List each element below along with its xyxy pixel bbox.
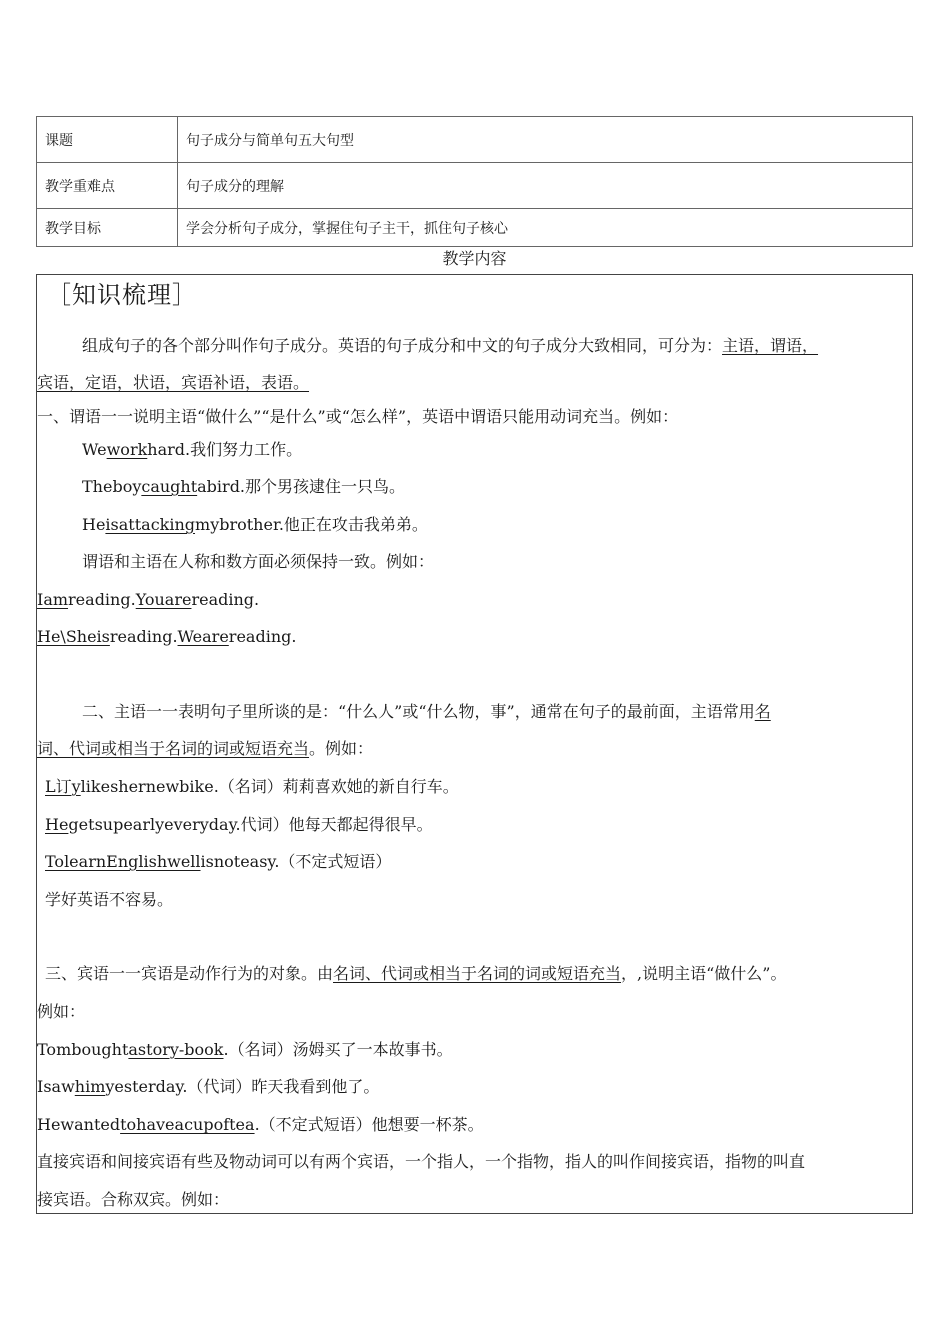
- subject-example-3: TolearnEnglishwellisnoteasy.（不定式短语）: [45, 852, 392, 871]
- info-row-key-points: [37, 163, 913, 209]
- goals-label: 教学目标: [37, 209, 178, 247]
- subject-line-1: 二、主语一一表明句子里所谈的是：“什么人”或“什么物，事”，通常在句子的最前面，主语常用名: [82, 702, 771, 721]
- topic-label: 课题: [37, 117, 178, 163]
- object-line-1: 三、宾语一一宾语是动作行为的对象。由名词、代词或相当于名词的词或短语充当，,说明主语“做什么”。: [45, 964, 787, 983]
- double-object-line-2: 接宾语。合称双宾。例如：: [37, 1190, 230, 1209]
- predicate-example-5: He\Sheisreading.Wearereading.: [37, 627, 297, 646]
- info-row-topic: [37, 117, 913, 163]
- object-example-1: Tomboughtastory-book.（名词）汤姆买了一本故事书。: [37, 1040, 453, 1059]
- key-points-value: 句子成分的理解: [178, 163, 913, 209]
- predicate-example-1: Weworkhard.我们努力工作。: [82, 440, 303, 459]
- predicate-example-3: Heisattackingmybrother.他正在攻击我弟弟。: [82, 515, 428, 534]
- double-object-line-1: 直接宾语和间接宾语有些及物动词可以有两个宾语，一个指人，一个指物，指人的叫作间接宾语，指物的叫直: [37, 1152, 806, 1171]
- intro-line-2: 宾语，定语，状语，宾语补语，表语。: [37, 373, 310, 392]
- teaching-content-box: [36, 274, 913, 1214]
- object-line-2: 例如：: [37, 1002, 86, 1021]
- predicate-agreement-note: 谓语和主语在人称和数方面必须保持一致。例如：: [82, 552, 435, 571]
- info-row-goals: [37, 209, 913, 247]
- key-points-label: 教学重难点: [37, 163, 178, 209]
- subject-example-1: L订ylikeshernewbike.（名词）莉莉喜欢她的新自行车。: [45, 777, 459, 796]
- goals-value: 学会分析句子成分，掌握住句子主干，抓住句子核心: [178, 209, 913, 247]
- subject-line-2: 词、代词或相当于名词的词或短语充当。例如：: [37, 739, 374, 758]
- predicate-title: 一、谓语一一说明主语“做什么”“是什么”或“怎么样”，英语中谓语只能用动词充当。例如：: [37, 407, 679, 426]
- predicate-example-4: Iamreading.Youarereading.: [37, 590, 260, 609]
- topic-value: 句子成分与简单句五大句型: [178, 117, 913, 163]
- object-example-2: Isawhimyesterday.（代词）昨天我看到他了。: [37, 1077, 380, 1096]
- content-caption: 教学内容: [442, 249, 507, 268]
- section-heading: ［知识梳理］: [47, 281, 197, 309]
- predicate-example-2: Theboycaughtabird.那个男孩逮住一只鸟。: [82, 477, 406, 496]
- subject-example-3-translation: 学好英语不容易。: [45, 890, 174, 909]
- intro-line-1: 组成句子的各个部分叫作句子成分。英语的句子成分和中文的句子成分大致相同，可分为：主语，谓语，: [82, 336, 819, 355]
- object-example-3: Hewantedtohaveacupoftea.（不定式短语）他想要一杯茶。: [37, 1115, 484, 1134]
- subject-example-2: Hegetsupearlyeveryday.代词）他每天都起得很早。: [45, 815, 433, 834]
- lesson-info-table: [36, 116, 913, 247]
